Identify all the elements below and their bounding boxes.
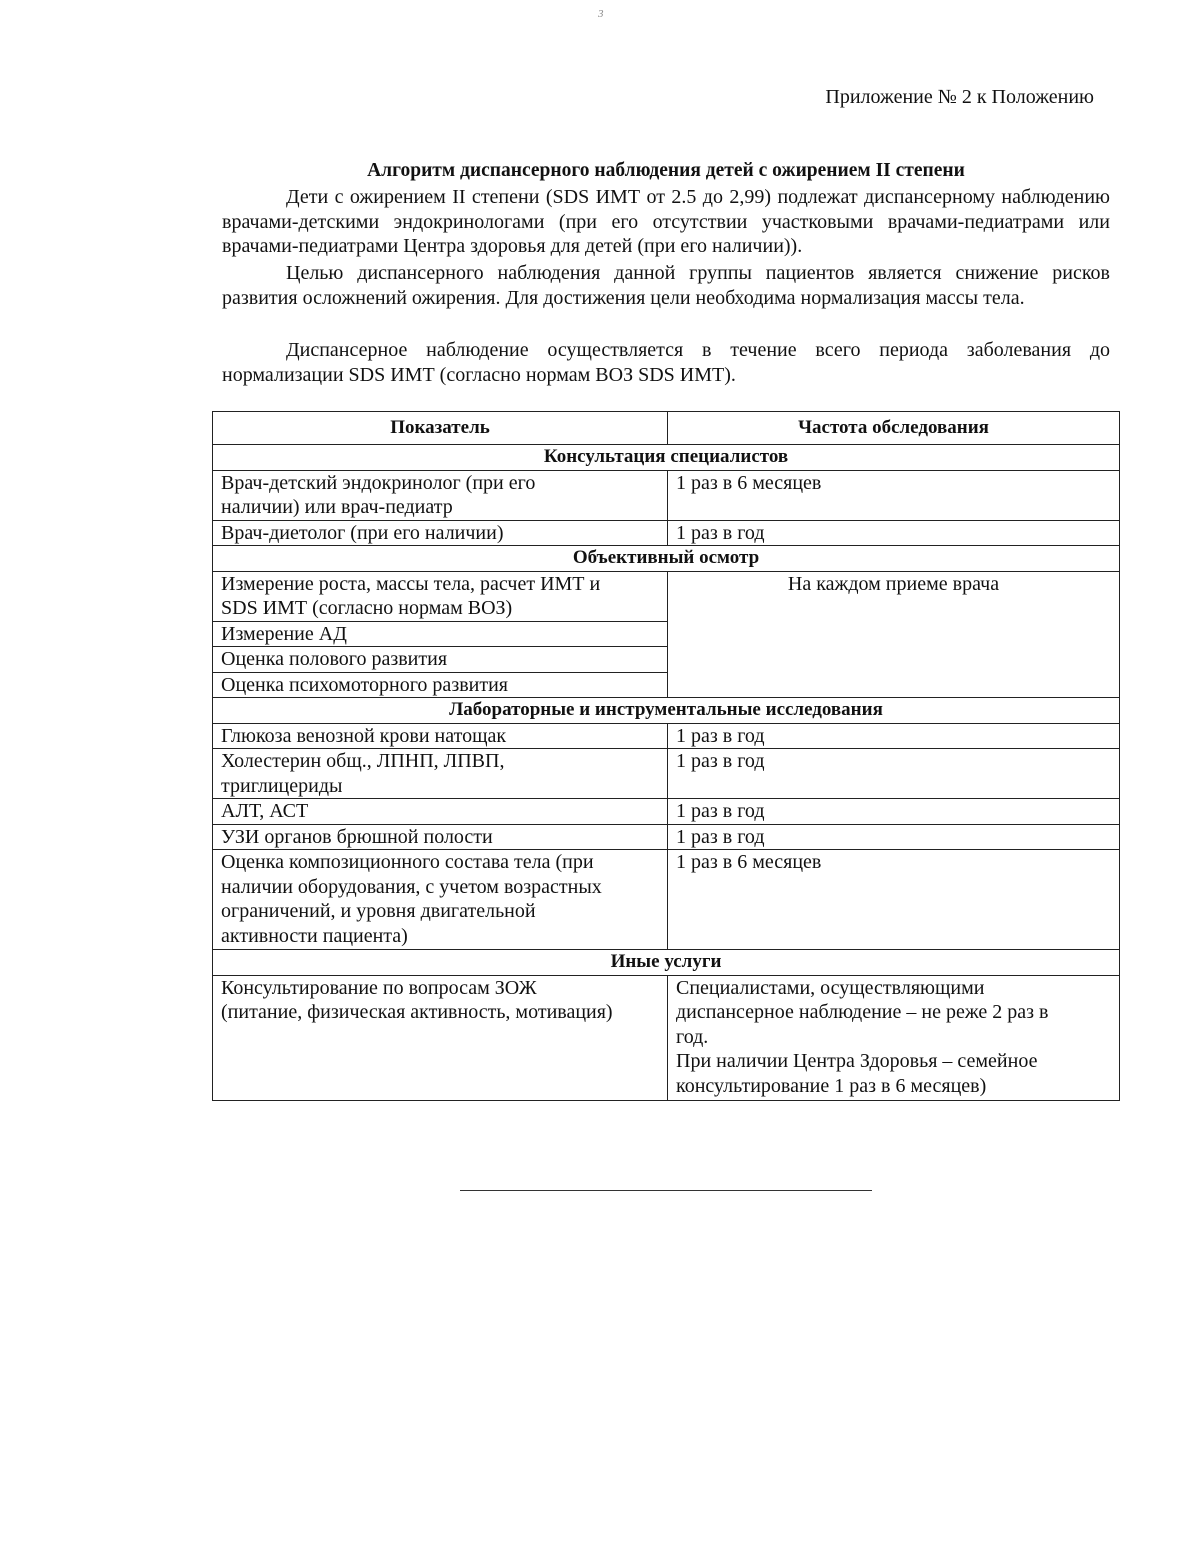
table-row	[213, 749, 1120, 799]
frequency-cell: 1 раз в год	[668, 824, 1120, 850]
section-title-other: Иные услуги	[213, 950, 1120, 976]
table-header-row	[213, 412, 1120, 445]
page-number: 3	[598, 8, 604, 20]
indicator-cell: Оценка композиционного состава тела (при наличии оборудования, с учетом возрастных ограничений, и уровня двигательной активности пациента)	[213, 850, 668, 950]
indicator-cell: Холестерин общ., ЛПНП, ЛПВП, триглицериды	[213, 749, 668, 799]
document-title: Алгоритм диспансерного наблюдения детей с ожирением II степени	[367, 160, 965, 181]
observation-table	[212, 411, 1120, 1101]
frequency-cell: 1 раз в год	[668, 723, 1120, 749]
footer-divider	[460, 1190, 872, 1191]
indicator-cell: Врач-диетолог (при его наличии)	[213, 520, 668, 546]
indicator-cell: Врач-детский эндокринолог (при его наличии) или врач-педиатр	[213, 470, 668, 520]
frequency-cell: 1 раз в 6 месяцев	[668, 470, 1120, 520]
section-title-lab: Лабораторные и инструментальные исследования	[213, 698, 1120, 724]
table-row	[213, 723, 1120, 749]
table-row	[213, 975, 1120, 1100]
table-row	[213, 824, 1120, 850]
header-indicator: Показатель	[213, 412, 668, 445]
section-row	[213, 445, 1120, 471]
frequency-cell: 1 раз в год	[668, 799, 1120, 825]
indicator-cell: Измерение АД	[213, 621, 668, 647]
indicator-cell: Глюкоза венозной крови натощак	[213, 723, 668, 749]
section-row	[213, 950, 1120, 976]
table-row	[213, 799, 1120, 825]
table-row	[213, 470, 1120, 520]
section-row	[213, 698, 1120, 724]
frequency-cell: 1 раз в год	[668, 520, 1120, 546]
table-row	[213, 520, 1120, 546]
frequency-cell: 1 раз в год	[668, 749, 1120, 799]
indicator-cell: УЗИ органов брюшной полости	[213, 824, 668, 850]
shared-frequency-cell: На каждом приеме врача	[668, 571, 1120, 698]
frequency-cell: Специалистами, осуществляющими диспансерное наблюдение – не реже 2 раз в год. При наличии Центра Здоровья – семейное консультирование 1 раз в 6 месяцев)	[668, 975, 1120, 1100]
section-title-consultation: Консультация специалистов	[213, 445, 1120, 471]
table-row	[213, 571, 1120, 621]
section-row	[213, 546, 1120, 572]
paragraph-intro: Дети с ожирением II степени (SDS ИМТ от 2.5 до 2,99) подлежат диспансерному наблюдению врачами-детскими эндокринологами (при его отсутствии участковыми врачами-педиатрами или врачами-педиатрами Центра здоровья для детей (при его наличии)).	[222, 186, 1110, 257]
indicator-cell: АЛТ, АСТ	[213, 799, 668, 825]
section-title-examination: Объективный осмотр	[213, 546, 1120, 572]
header-frequency: Частота обследования	[668, 412, 1120, 445]
appendix-label: Приложение № 2 к Положению	[825, 86, 1094, 108]
indicator-cell: Оценка психомоторного развития	[213, 672, 668, 698]
paragraph-duration: Диспансерное наблюдение осуществляется в течение всего периода заболевания до нормализации SDS ИМТ (согласно нормам ВОЗ SDS ИМТ).	[222, 339, 1110, 386]
frequency-cell: 1 раз в 6 месяцев	[668, 850, 1120, 950]
indicator-cell: Измерение роста, массы тела, расчет ИМТ и SDS ИМТ (согласно нормам ВОЗ)	[213, 571, 668, 621]
table-row	[213, 850, 1120, 950]
indicator-cell: Консультирование по вопросам ЗОЖ (питание, физическая активность, мотивация)	[213, 975, 668, 1100]
indicator-cell: Оценка полового развития	[213, 647, 668, 673]
paragraph-goal: Целью диспансерного наблюдения данной группы пациентов является снижение рисков развития осложнений ожирения. Для достижения цели необходима нормализация массы тела.	[222, 262, 1110, 309]
